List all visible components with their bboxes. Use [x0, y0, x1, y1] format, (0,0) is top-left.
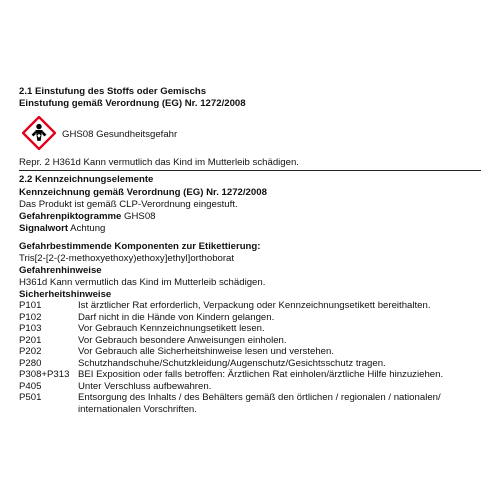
hazard-heading: Gefahrenhinweise — [19, 265, 102, 276]
precaution-code: P202 — [19, 346, 42, 357]
ghs08-health-hazard-icon — [22, 116, 56, 150]
precaution-heading: Sicherheitshinweise — [19, 289, 112, 300]
classification-line: Repr. 2 H361d Kann vermutlich das Kind im Mutterleib schädigen. — [19, 157, 299, 168]
precaution-code: P405 — [19, 381, 42, 392]
precaution-text: Vor Gebrauch besondere Anweisungen einholen. — [78, 335, 287, 346]
signal-word-value: Achtung — [68, 223, 106, 234]
section-divider — [19, 170, 481, 171]
precaution-text: BEI Exposition oder falls betroffen: Ärztlichen Rat einholen/ärztliche Hilfe hinzuziehen. — [78, 369, 444, 380]
pictograms-label: Gefahrenpiktogramme — [19, 211, 122, 222]
precaution-text: Vor Gebrauch alle Sicherheitshinweise lesen und verstehen. — [78, 346, 334, 357]
hazard-statement: H361d Kann vermutlich das Kind im Mutterleib schädigen. — [19, 277, 266, 288]
precaution-text: Entsorgung des Inhalts / des Behälters gemäß den örtlichen / regionalen / nationalen/ — [78, 392, 441, 403]
precaution-code: P201 — [19, 335, 42, 346]
signal-word-row — [19, 223, 105, 234]
signal-word-label: Signalwort — [19, 223, 69, 234]
precaution-code: P501 — [19, 392, 42, 403]
precaution-code: P101 — [19, 300, 42, 311]
precaution-text: Unter Verschluss aufbewahren. — [78, 381, 212, 392]
precaution-code: P308+P313 — [19, 369, 70, 380]
precaution-text: internationalen Vorschriften. — [78, 404, 197, 415]
section-2-2-subheading: Kennzeichnung gemäß Verordnung (EG) Nr. 1272/2008 — [19, 187, 267, 198]
precaution-code: P280 — [19, 358, 42, 369]
components-heading: Gefahrbestimmende Komponenten zur Etikettierung: — [19, 241, 261, 252]
precaution-code: P102 — [19, 312, 42, 323]
pictograms-value: GHS08 — [121, 211, 156, 222]
section-2-2-heading: 2.2 Kennzeichnungselemente — [19, 174, 154, 185]
section-2-1-subheading: Einstufung gemäß Verordnung (EG) Nr. 1272/2008 — [19, 98, 246, 109]
precaution-text: Schutzhandschuhe/Schutzkleidung/Augenschutz/Gesichtsschutz tragen. — [78, 358, 386, 369]
section-2-1-heading: 2.1 Einstufung des Stoffs oder Gemischs — [19, 86, 207, 97]
precaution-text: Darf nicht in die Hände von Kindern gelangen. — [78, 312, 275, 323]
component-name: Tris[2-[2-(2-methoxyethoxy)ethoxy]ethyl]orthoborat — [19, 253, 235, 264]
pictogram-label: GHS08 Gesundheitsgefahr — [62, 129, 178, 140]
precaution-text: Vor Gebrauch Kennzeichnungsetikett lesen. — [78, 323, 265, 334]
precaution-code: P103 — [19, 323, 42, 334]
precaution-text: Ist ärztlicher Rat erforderlich, Verpackung oder Kennzeichnungsetikett bereithalten. — [78, 300, 431, 311]
pictograms-row — [19, 211, 156, 222]
labelled-note: Das Produkt ist gemäß CLP-Verordnung eingestuft. — [19, 199, 238, 210]
